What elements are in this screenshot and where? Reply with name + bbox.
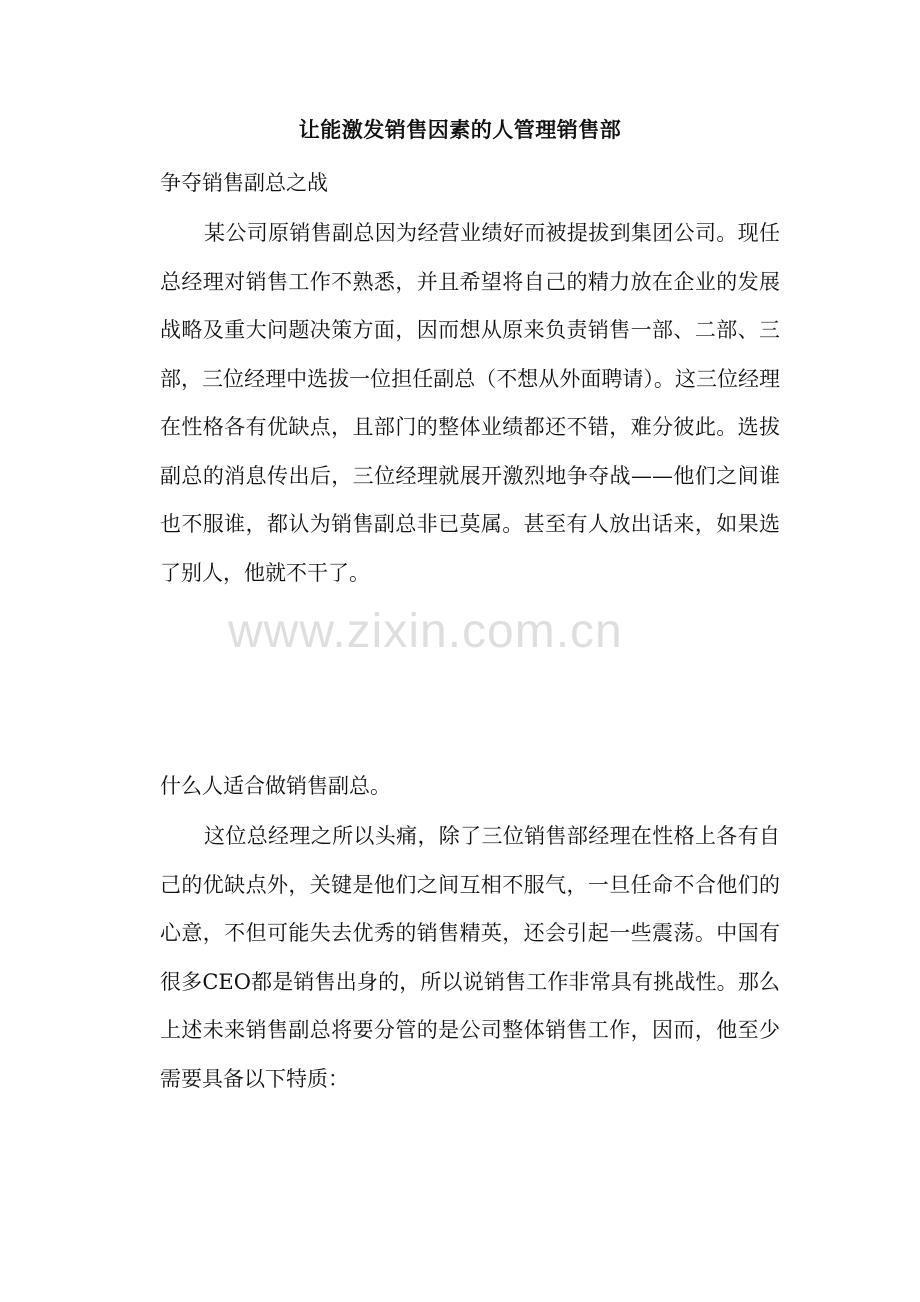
section-heading-2: 什么人适合做销售副总。 — [160, 774, 391, 798]
watermark: www.zixin.com.cn — [228, 605, 623, 658]
section-paragraph-2: 这位总经理之所以头痛，除了三位销售部经理在性格上各有自己的优缺点外，关键是他们之间互相不服气，一旦任命不合他们的心意，不但可能失去优秀的销售精英，还会引起一些震荡。中国有很多CEO都是销售出身的，所以说销售工作非常具有挑战性。那么上述未来销售副总将要分管的是公司整体销售工作，因而，他至少需要具备以下特质： — [160, 824, 780, 1091]
section-paragraph-1: 某公司原销售副总因为经营业绩好而被提拔到集团公司。现任总经理对销售工作不熟悉，并且希望将自己的精力放在企业的发展战略及重大问题决策方面，因而想从原来负责销售一部、二部、三部，三位经理中选拔一位担任副总（不想从外面聘请）。这三位经理在性格各有优缺点，且部门的整体业绩都还不错，难分彼此。选拔副总的消息传出后，三位经理就展开激烈地争夺战——他们之间谁也不服谁，都认为销售副总非已莫属。甚至有人放出话来，如果选了别人，他就不干了。 — [160, 221, 780, 585]
section-heading-1: 争夺销售副总之战 — [160, 171, 328, 195]
document-title: 让能激发销售因素的人管理销售部 — [298, 117, 622, 142]
